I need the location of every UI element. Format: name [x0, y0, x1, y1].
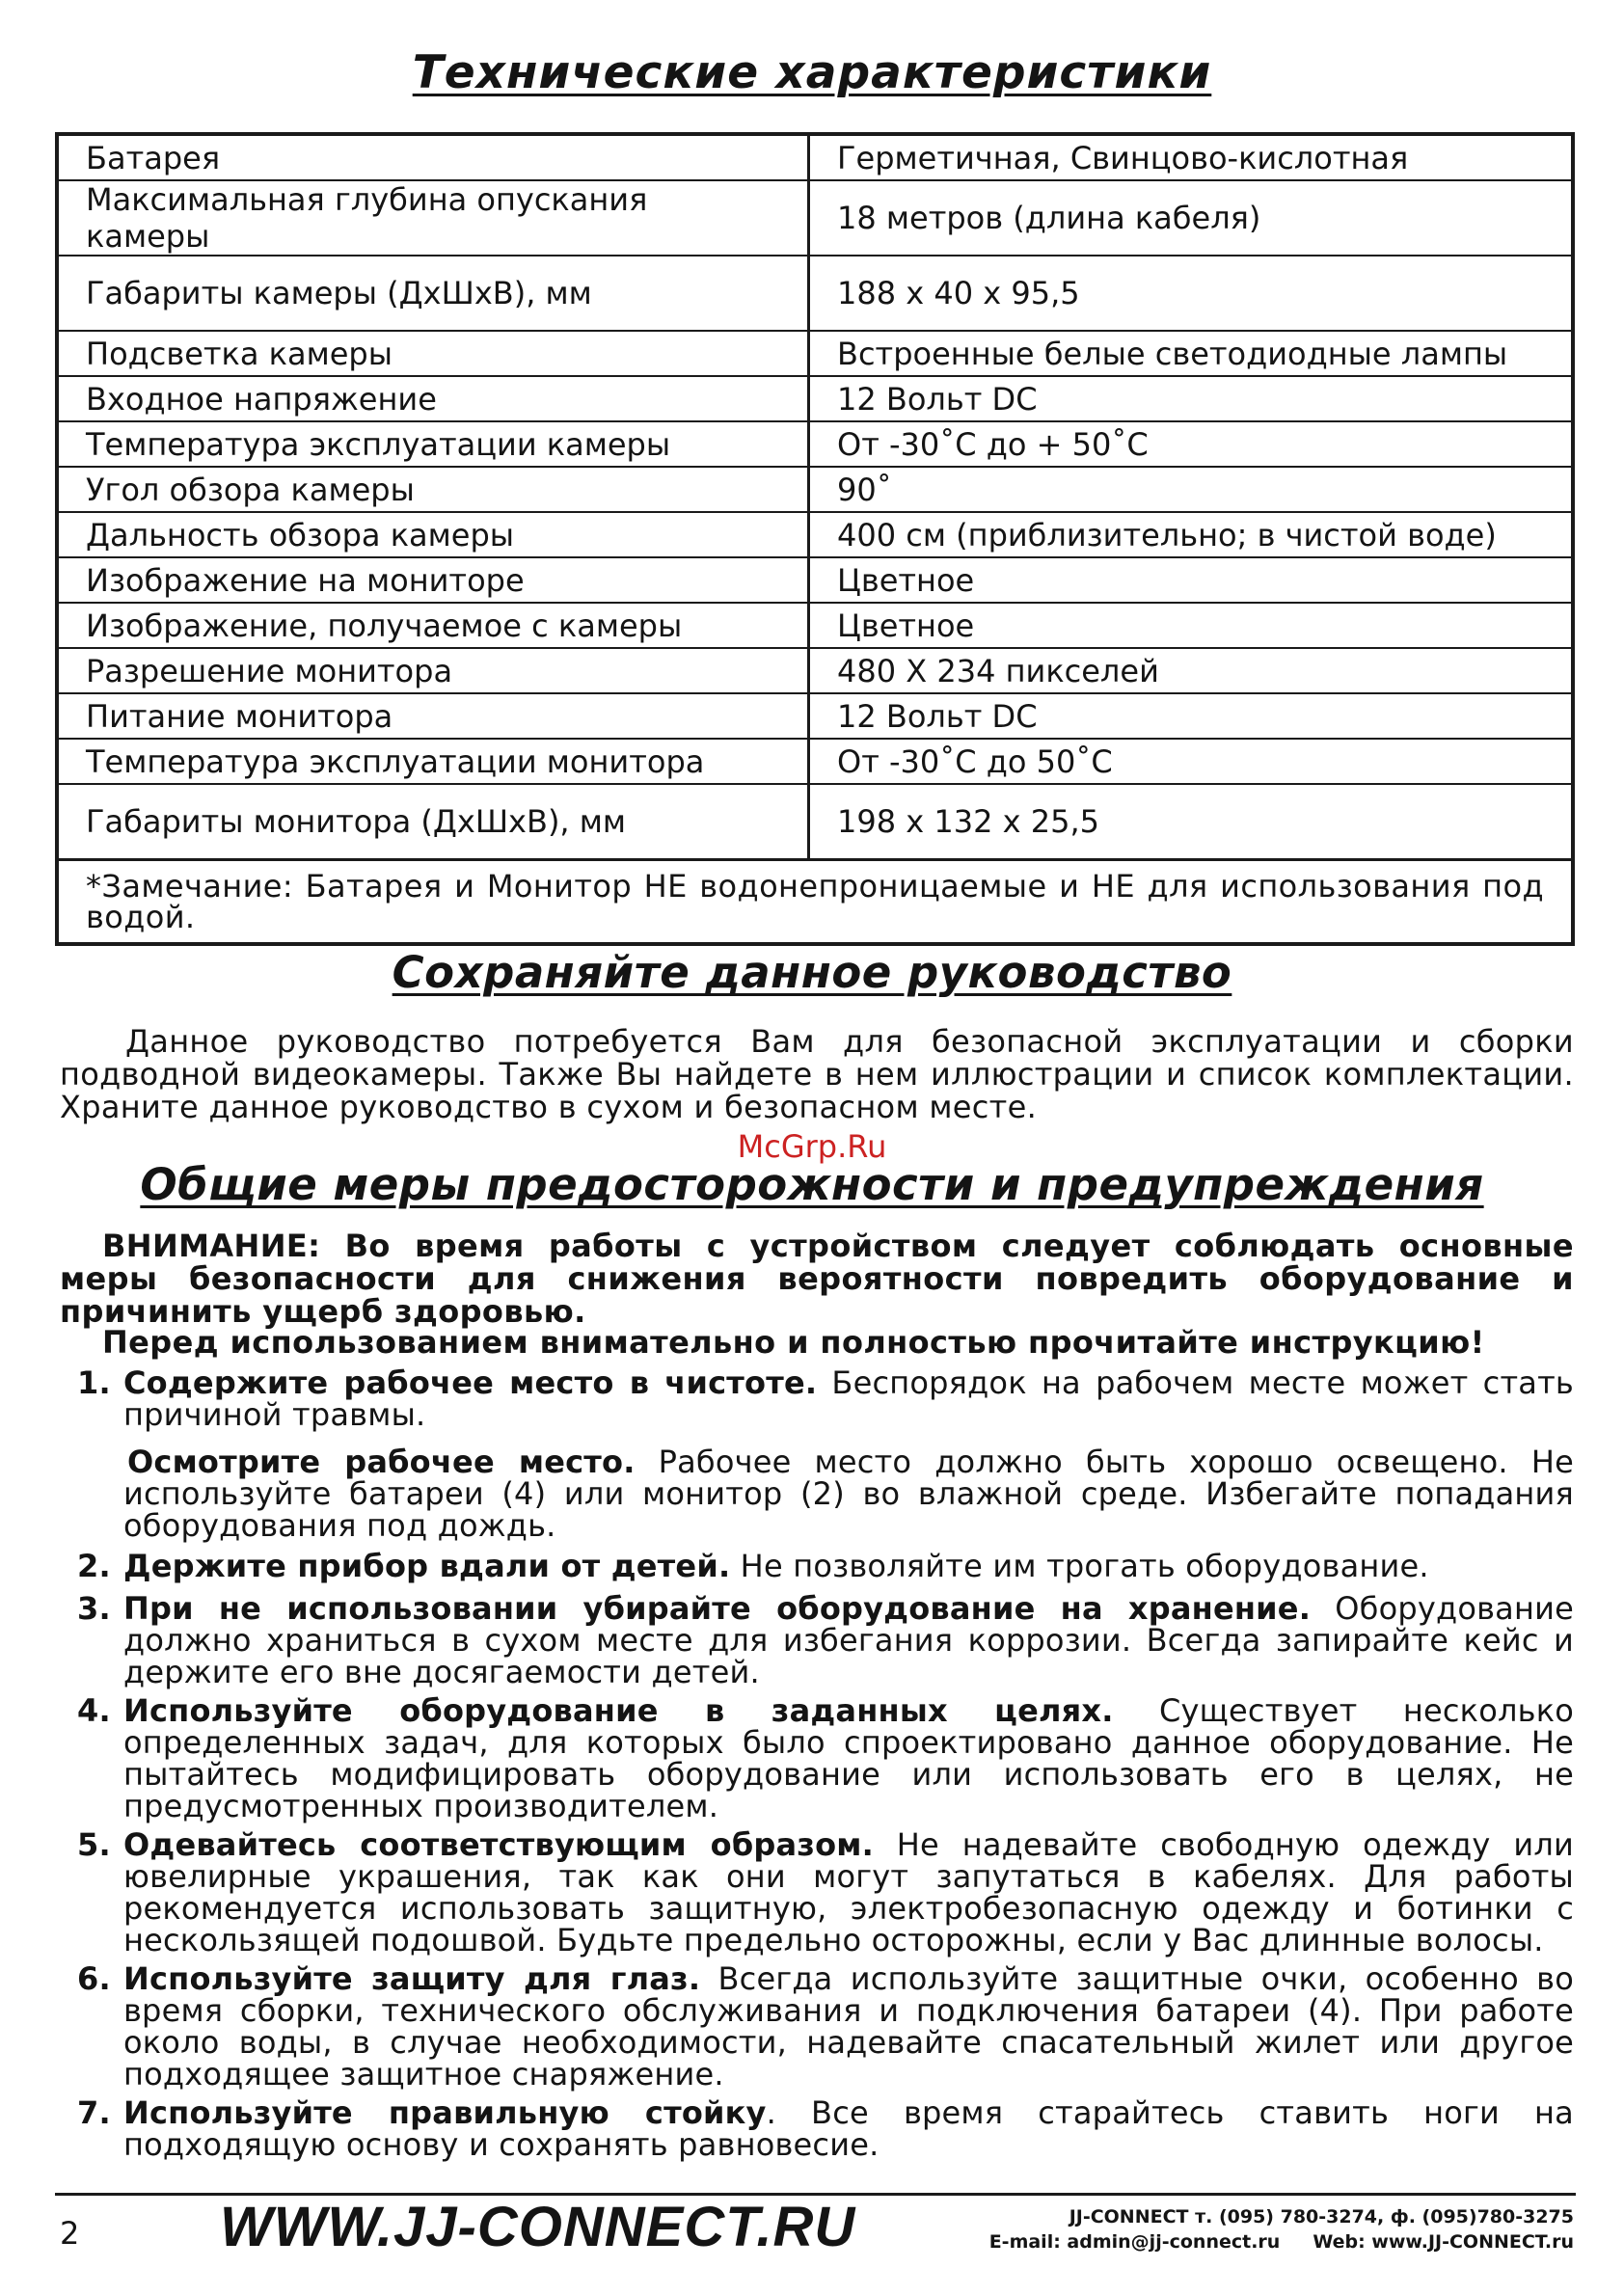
item-heading: Используйте правильную стойку — [123, 2094, 767, 2131]
list-item — [123, 1446, 1574, 1542]
item-text: Существует несколько определенных задач, для которых было спроектировано данное оборудование. Не пытайтесь модифицировать оборудование или использовать его в целях, не предусмотренных производителем. — [123, 1692, 1574, 1824]
spec-value: 12 Вольт DC — [809, 693, 1574, 739]
item-number: 3. — [77, 1590, 111, 1627]
table-row — [57, 256, 1573, 331]
list-item — [77, 1364, 1574, 1433]
spec-value: 18 метров (длина кабеля) — [809, 180, 1574, 256]
specs-title: Технические характеристики — [412, 46, 1212, 99]
table-row — [57, 467, 1573, 512]
save-manual-title: Сохраняйте данное руководство — [392, 947, 1232, 998]
spec-value: Встроенные белые светодиодные лампы — [809, 331, 1574, 376]
item-number: 4. — [77, 1692, 111, 1729]
spec-value: Герметичная, Свинцово-кислотная — [809, 134, 1574, 180]
item-text: Оборудование должно храниться в сухом месте для избегания коррозии. Всегда запирайте кейс и держите его вне досягаемости детей. — [123, 1590, 1575, 1690]
spec-key: Температура эксплуатации монитора — [57, 739, 809, 784]
item-text: Рабочее место должно быть хорошо освещено. Не используйте батареи (4) или монитор (2) во влажной среде. Избегайте попадания оборудования под дождь. — [123, 1444, 1574, 1544]
spec-value: 188 x 40 x 95,5 — [809, 256, 1574, 331]
spec-key: Батарея — [57, 134, 809, 180]
website-link[interactable]: WWW.JJ-CONNECT.RU — [220, 2196, 856, 2258]
email-link[interactable]: E-mail: admin@jj-connect.ru — [988, 2231, 1281, 2253]
safety-title: Общие меры предосторожности и предупреждения — [140, 1159, 1484, 1210]
spec-value: 480 X 234 пикселей — [809, 648, 1574, 693]
watermark: McGrp.Ru — [737, 1128, 887, 1165]
item-text: Не позволяйте им трогать оборудование. — [730, 1548, 1429, 1584]
item-number: 6. — [77, 1960, 111, 1997]
table-row — [57, 376, 1573, 421]
item-text: . Все время старайтесь ставить ноги на подходящую основу и сохранять равновесие. — [123, 2094, 1574, 2163]
item-heading: При не использовании убирайте оборудование на хранение. — [123, 1590, 1312, 1627]
spec-key: Изображение, получаемое с камеры — [57, 603, 809, 648]
spec-key: Изображение на мониторе — [57, 557, 809, 603]
list-item — [77, 1826, 1575, 1958]
spec-key: Максимальная глубина опускания камеры — [57, 180, 809, 256]
spec-value: От -30˚С до + 50˚С — [809, 421, 1574, 467]
table-row — [57, 134, 1573, 180]
spec-key: Дальность обзора камеры — [57, 512, 809, 557]
page-number: 2 — [60, 2215, 80, 2252]
spec-key: Входное напряжение — [57, 376, 809, 421]
list-item — [77, 1548, 1574, 1584]
list-item — [77, 1590, 1575, 1690]
save-manual-text: Данное руководство потребуется Вам для безопасной эксплуатации и сборки подводной видеокамеры. Также Вы найдете в нем иллюстрации и список комплектации. Храните данное руководство в сухом и безопасном месте. — [60, 1023, 1574, 1125]
item-text: Не надевайте свободную одежду или ювелирные украшения, так как они могут запутаться в кабелях. Для работы рекомендуется использовать защитную, электробезопасную одежду и ботинки с нескользящей подошвой. Будьте предельно осторожны, если у Вас длинные волосы. — [123, 1826, 1575, 1958]
item-heading: Содержите рабочее место в чистоте. — [123, 1364, 818, 1401]
item-heading: Используйте защиту для глаз. — [123, 1960, 701, 1997]
item-text: Всегда используйте защитные очки, особенно во время сборки, технического обслуживания и подключения батареи (4). При работе около воды, в случае необходимости, надевайте спасательный жилет или другое подходящее защитное снаряжение. — [123, 1960, 1575, 2092]
item-number: 2. — [77, 1548, 111, 1584]
spec-value: Цветное — [809, 557, 1574, 603]
list-item — [77, 2094, 1574, 2163]
table-row — [57, 693, 1573, 739]
spec-key: Габариты камеры (ДхШхВ), мм — [57, 256, 809, 331]
table-row — [57, 557, 1573, 603]
spec-value: 12 Вольт DC — [809, 376, 1574, 421]
table-row — [57, 784, 1573, 860]
warning-text: ВНИМАНИЕ: Во время работы с устройством следует соблюдать основные меры безопасности для снижения вероятности повредить оборудование и причинить ущерб здоровью. — [60, 1228, 1574, 1330]
item-heading: Осмотрите рабочее место. — [127, 1444, 636, 1480]
table-row — [57, 860, 1573, 945]
spec-key: Температура эксплуатации камеры — [57, 421, 809, 467]
item-number: 7. — [77, 2094, 111, 2131]
item-heading: Используйте оборудование в заданных целях. — [123, 1692, 1114, 1729]
table-row — [57, 421, 1573, 467]
web-link[interactable]: Web: www.JJ-CONNECT.ru — [1313, 2231, 1574, 2253]
spec-key: Питание монитора — [57, 693, 809, 739]
table-row — [57, 512, 1573, 557]
item-number: 5. — [77, 1826, 111, 1863]
item-heading: Держите прибор вдали от детей. — [123, 1548, 731, 1584]
contact-line-2 — [989, 2231, 1574, 2253]
spec-key: Габариты монитора (ДхШхВ), мм — [57, 784, 809, 860]
spec-key: Разрешение монитора — [57, 648, 809, 693]
table-row — [57, 648, 1573, 693]
table-row — [57, 331, 1573, 376]
table-row — [57, 739, 1573, 784]
item-heading: Одевайтесь соответствующим образом. — [123, 1826, 874, 1863]
spec-key: Подсветка камеры — [57, 331, 809, 376]
spec-value: От -30˚С до 50˚С — [809, 739, 1574, 784]
spec-key: Угол обзора камеры — [57, 467, 809, 512]
list-item — [77, 1692, 1574, 1824]
spec-value: 400 см (приблизительно; в чистой воде) — [809, 512, 1574, 557]
spec-value: Цветное — [809, 603, 1574, 648]
spec-value: 198 x 132 x 25,5 — [809, 784, 1574, 860]
specs-table — [55, 132, 1575, 946]
table-row — [57, 603, 1573, 648]
item-number: 1. — [77, 1364, 111, 1401]
item-text: Беспорядок на рабочем месте может стать причиной травмы. — [123, 1364, 1574, 1433]
list-item — [77, 1960, 1575, 2092]
table-row — [57, 180, 1573, 256]
spec-value: 90˚ — [809, 467, 1574, 512]
read-instructions-text: Перед использованием внимательно и полностью прочитайте инструкцию! — [102, 1324, 1485, 1361]
specs-note: *Замечание: Батарея и Монитор НЕ водонепроницаемые и НЕ для использования под водой. — [57, 860, 1573, 945]
contact-phones: JJ-CONNECT т. (095) 780-3274, ф. (095)780-3275 — [1069, 2206, 1574, 2228]
